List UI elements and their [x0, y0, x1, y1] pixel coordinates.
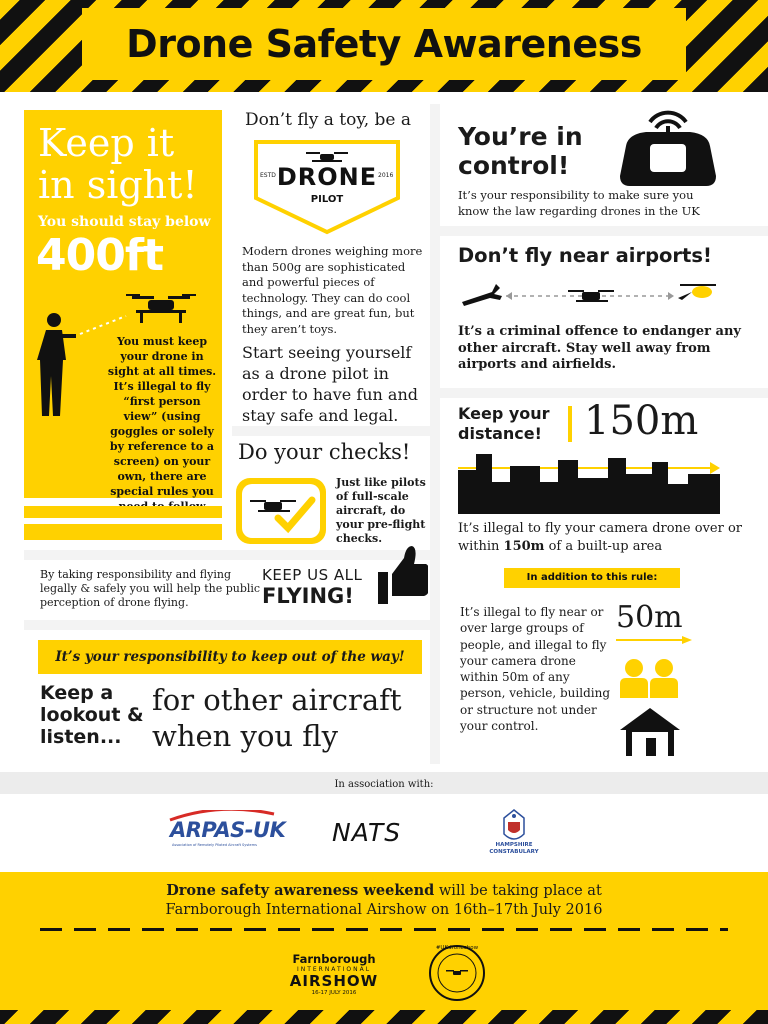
airshow-logo-1: Farnborough: [292, 952, 376, 966]
footer-hazard-band: [0, 1010, 768, 1024]
height-limit: 400ft: [36, 230, 164, 281]
badge-sub: PILOT: [310, 194, 344, 205]
keep-sight-subheading: You should stay below: [38, 214, 211, 230]
distance-marker: [568, 406, 572, 442]
nats-logo: NATS: [332, 818, 402, 847]
keep-flying-line2: FLYING!: [262, 584, 354, 608]
footer-line2: Farnborough International Airshow on 16th–17th July 2016: [165, 902, 603, 918]
control-heading: You’re in control!: [458, 122, 583, 180]
lookout-right: for other aircraft when you fly: [152, 683, 402, 753]
keep-flying-line1: KEEP US ALL: [262, 566, 363, 584]
keep-sight-stripe-1: [24, 506, 222, 518]
footer-dash-line: [40, 928, 728, 931]
distance-heading: Keep your distance!: [458, 404, 550, 443]
badge-year: 2016: [378, 172, 394, 179]
drone-show-seal-icon: [428, 944, 486, 1002]
addition-value: 50m: [616, 600, 683, 635]
title-panel: [82, 8, 686, 80]
seal-text: #UKdroneshow: [435, 945, 479, 951]
keep-sight-body: You must keep your drone in sight at all times. It’s illegal to fly “first person view” (using goggles or solely by reference to a screen) on your own, there are special rules you: [107, 335, 217, 498]
keep-sight-heading: Keep it in sight!: [38, 121, 198, 207]
crowd-house-icon: [616, 636, 696, 760]
checklist-drone-icon: [234, 476, 328, 546]
divider-left-2: [24, 620, 432, 630]
distance-body: [458, 520, 748, 555]
controller-icon: [618, 96, 718, 188]
thumbs-up-icon: [376, 544, 428, 606]
checks-heading: Do your checks!: [238, 440, 411, 464]
association-bar: [0, 772, 768, 794]
responsibility-text: It’s your responsibility to keep out of the way!: [55, 649, 405, 665]
divider-right-2: [440, 388, 768, 398]
badge-main: DRONE: [276, 163, 378, 191]
addition-label: In addition to this rule:: [504, 568, 680, 588]
divider-left-1: [24, 550, 432, 560]
footer-line1-bold: Drone safety awareness weekend: [166, 882, 435, 899]
page-title: Drone Safety Awareness: [126, 22, 642, 66]
arpas-tagline: Association of Remotely Piloted Aircraft Systems: [172, 843, 257, 847]
column-divider: [430, 104, 440, 764]
toy-heading: Don’t fly a toy, be a: [244, 110, 412, 130]
addition-body: It’s illegal to fly near or over large groups of people, and illegal to fly your camera drone within 50m of any person, vehicle, building or structure not under your control.: [460, 605, 611, 734]
airshow-logo-2: INTERNATIONAL: [296, 966, 372, 973]
keep-sight-stripe-2: [24, 524, 222, 540]
checks-body: Just like pilots of full-scale aircraft, do your pre-flight checks.: [336, 476, 426, 545]
distance-value: 150m: [584, 398, 699, 444]
distance-body-post: of a built-up area: [544, 538, 663, 554]
divider-right-1: [440, 226, 768, 236]
keep-flying-text: By taking responsibility and flying legally & safely you will help the public perception of drone flying.: [40, 568, 261, 609]
airports-heading: Don’t fly near airports!: [458, 244, 712, 267]
badge-estd: ESTD: [260, 172, 276, 179]
control-body: It’s your responsibility to make sure you know the law regarding drones in the UK: [458, 188, 700, 218]
footer-line1: [0, 882, 768, 899]
responsibility-banner: [38, 640, 422, 674]
association-label: In association with:: [334, 779, 434, 790]
footer-line1-rest: will be taking place at: [434, 883, 602, 899]
hampshire-logo-text: HAMPSHIRE CONSTABULARY: [489, 842, 539, 855]
airshow-logo-3: AIRSHOW: [289, 972, 379, 990]
toy-tagline: Start seeing yourself as a drone pilot in order to have fun and stay safe and legal.: [242, 343, 419, 425]
airport-traffic-icon: [458, 276, 722, 316]
distance-body-pre: It’s illegal to fly your camera drone over or within: [458, 521, 743, 554]
skyline-icon: [458, 452, 720, 514]
lookout-left: Keep a lookout & listen...: [40, 682, 144, 748]
keep-flying-body: [40, 568, 262, 610]
toy-body: Modern drones weighing more than 500g are sophisticated and powerful pieces of technology. They can do cool things, and are great fun, but they aren’t toys.: [242, 244, 423, 336]
divider-middle-1: [232, 426, 430, 436]
arpas-logo-text: ARPAS-UK: [170, 818, 286, 842]
distance-body-bold: 150m: [503, 538, 545, 554]
airshow-logo-4: 16-17 JULY 2016: [311, 990, 357, 996]
airports-body: It’s a criminal offence to endanger any other aircraft. Stay well away from airports and airfields.: [458, 324, 741, 372]
